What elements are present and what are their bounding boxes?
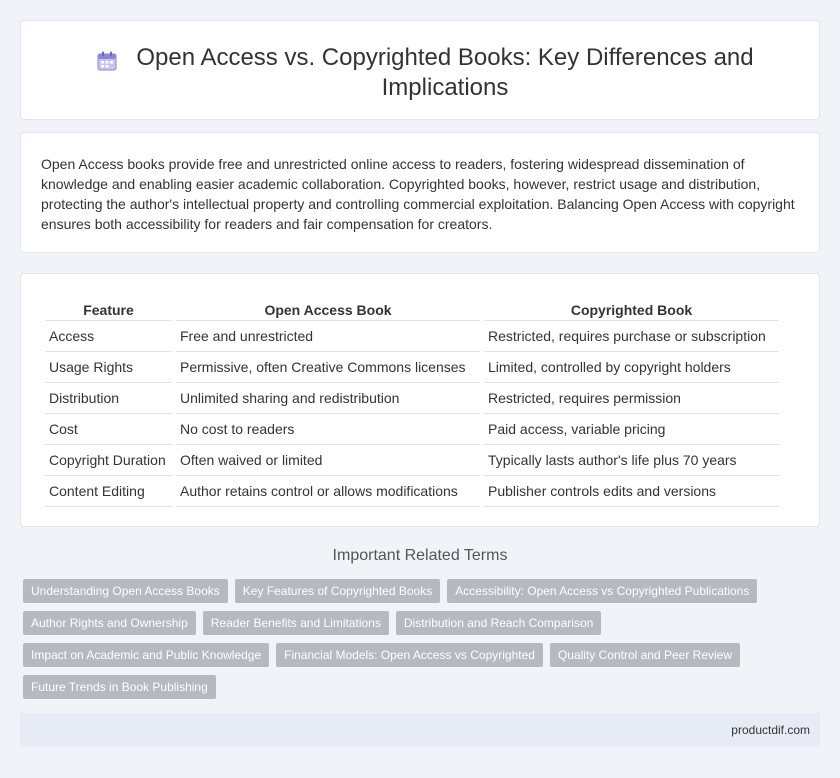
table-cell-open-access: Permissive, often Creative Commons licenses [176, 352, 480, 383]
table-cell-copyrighted: Restricted, requires purchase or subscription [484, 321, 779, 352]
footer-site-link[interactable]: productdif.com [731, 723, 810, 737]
column-header-feature: Feature [45, 295, 172, 321]
comparison-table [41, 295, 783, 507]
table-cell-copyrighted: Typically lasts author's life plus 70 years [484, 445, 779, 476]
table-cell-feature: Usage Rights [45, 352, 172, 383]
related-terms-list [23, 579, 803, 699]
intro-card [20, 132, 820, 253]
calendar-icon [95, 49, 119, 73]
table-cell-open-access: Often waived or limited [176, 445, 480, 476]
related-term-tag[interactable]: Accessibility: Open Access vs Copyrighted Publications [447, 579, 757, 603]
table-row [45, 321, 779, 352]
table-cell-copyrighted: Limited, controlled by copyright holders [484, 352, 779, 383]
column-header-copyrighted: Copyrighted Book [484, 295, 779, 321]
table-row [45, 352, 779, 383]
table-row [45, 476, 779, 507]
table-cell-feature: Content Editing [45, 476, 172, 507]
related-term-tag[interactable]: Key Features of Copyrighted Books [235, 579, 440, 603]
related-term-tag[interactable]: Distribution and Reach Comparison [396, 611, 601, 635]
table-header-row [45, 295, 779, 321]
intro-paragraph: Open Access books provide free and unrestricted online access to readers, fostering widespread dissemination of knowledge and enabling easier academic collaboration. Copyrighted books, however, restrict usage and distribution, protecting the author's intellectual property and controlling commercial exploitation. Balancing Open Access with copyright ensures both accessibility for readers and fair compensation for creators. [41, 156, 795, 232]
related-term-tag[interactable]: Future Trends in Book Publishing [23, 675, 216, 699]
column-header-open-access: Open Access Book [176, 295, 480, 321]
related-term-tag[interactable]: Reader Benefits and Limitations [203, 611, 389, 635]
table-row [45, 414, 779, 445]
table-cell-feature: Access [45, 321, 172, 352]
table-row [45, 383, 779, 414]
title-wrap [21, 43, 819, 103]
table-cell-copyrighted: Publisher controls edits and versions [484, 476, 779, 507]
related-term-tag[interactable]: Author Rights and Ownership [23, 611, 196, 635]
related-term-tag[interactable]: Impact on Academic and Public Knowledge [23, 643, 269, 667]
table-cell-feature: Distribution [45, 383, 172, 414]
page-title: Open Access vs. Copyrighted Books: Key Differences and Implications [136, 44, 754, 101]
table-cell-open-access: No cost to readers [176, 414, 480, 445]
comparison-table-card [20, 273, 820, 527]
table-cell-open-access: Free and unrestricted [176, 321, 480, 352]
table-cell-copyrighted: Restricted, requires permission [484, 383, 779, 414]
table-cell-open-access: Unlimited sharing and redistribution [176, 383, 480, 414]
related-term-tag[interactable]: Understanding Open Access Books [23, 579, 228, 603]
table-cell-feature: Cost [45, 414, 172, 445]
table-row [45, 445, 779, 476]
title-card [20, 20, 820, 120]
table-cell-feature: Copyright Duration [45, 445, 172, 476]
related-term-tag[interactable]: Financial Models: Open Access vs Copyrighted [276, 643, 543, 667]
related-terms-heading: Important Related Terms [332, 547, 508, 564]
footer [20, 713, 820, 747]
table-cell-copyrighted: Paid access, variable pricing [484, 414, 779, 445]
table-cell-open-access: Author retains control or allows modifications [176, 476, 480, 507]
related-term-tag[interactable]: Quality Control and Peer Review [550, 643, 740, 667]
